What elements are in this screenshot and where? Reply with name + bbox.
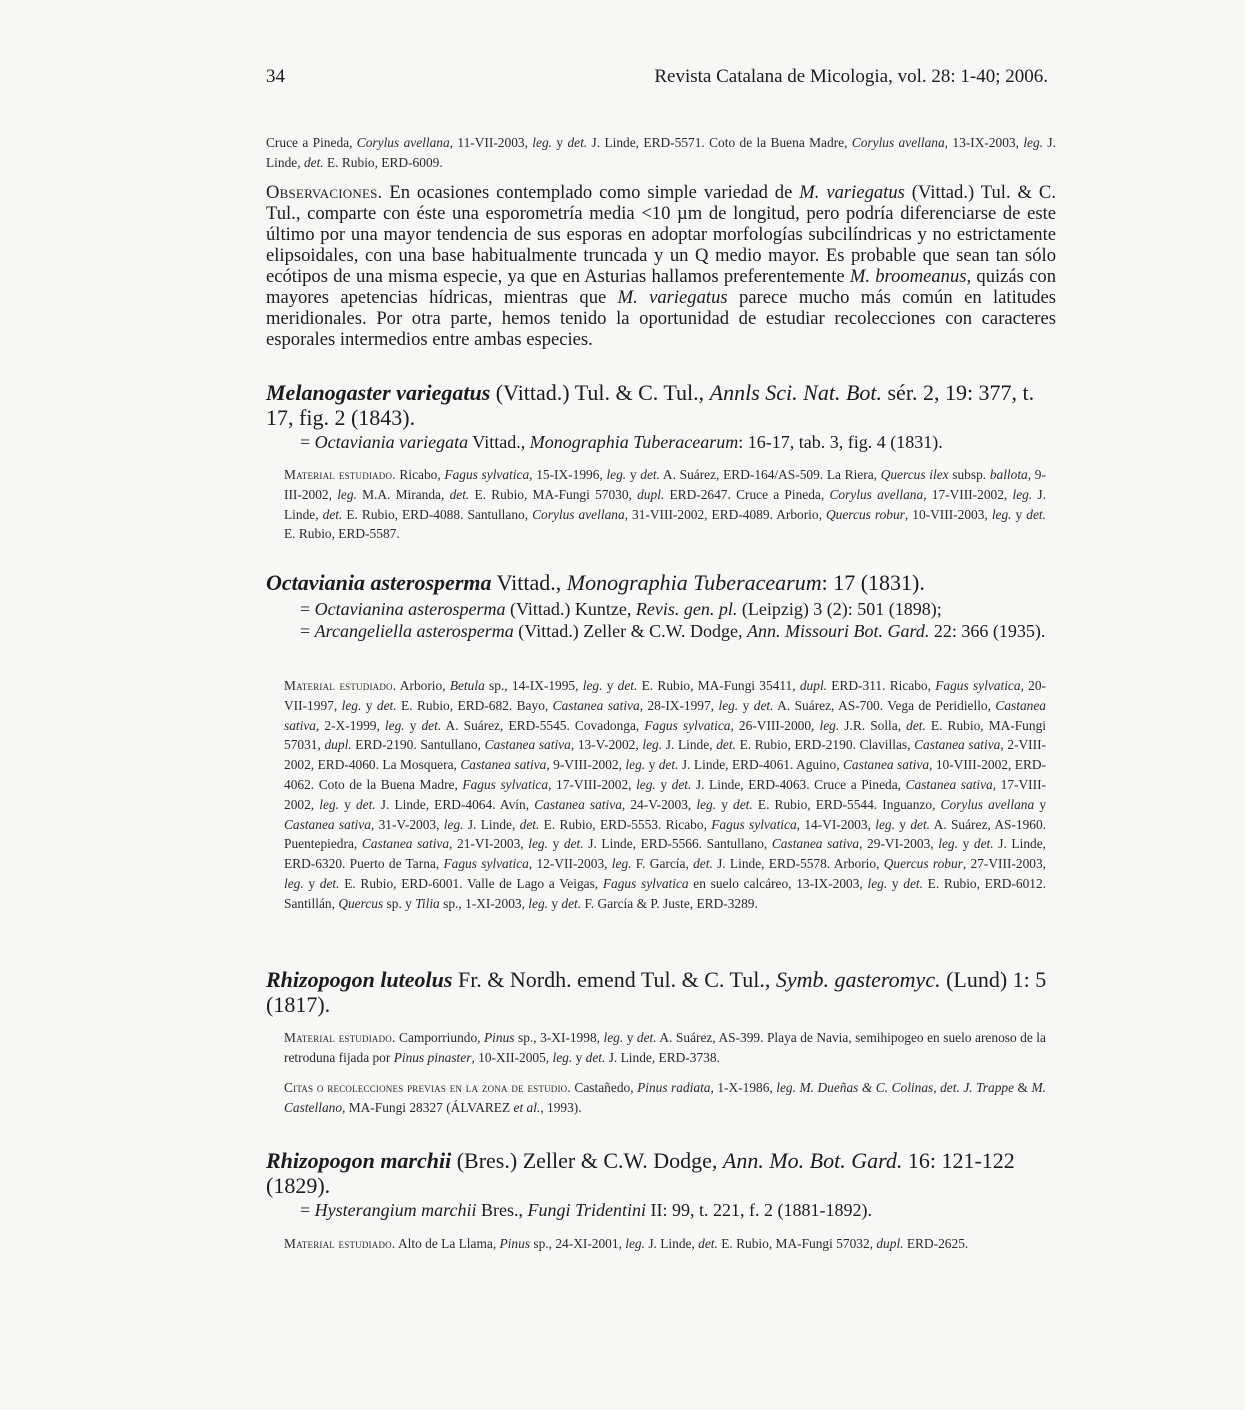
material-studied-octaviania: Material estudiado. Arborio, Betula sp., 14-IX-1995, leg. y det. E. Rubio, MA-Fungi 35411, dupl. ERD-311. Ricabo, Fagus sylvatica, 20-VII-1997, leg. y det. E. Rubio, ERD-682. Bayo, Castanea sativa, 28-IX-1997, leg. y det. A. Suárez, AS-700. Vega de Peridiello, Castanea sativa, 2-X-1999, leg. y det. A. Suárez, ERD-5545. Covadonga, Fagus sylvatica, 26-VIII-2000, leg. J.R. Solla, det. E. Rubio, MA-Fungi 57031, dupl. ERD-2190. Santullano, Castanea sativa, 13-V-2002, leg. J. Linde, det. E. Rubio, ERD-2190. Clavillas, Castanea sativa, 2-VIII-2002, ERD-4060. La Mosquera, Castanea sativa, 9-VIII-2002, leg. y det. J. Linde, ERD-4061. Aguino, Castanea sativa, 10-VIII-2002, ERD-4062. Coto de la Buena Madre, Fagus sylvatica, 17-VIII-2002, leg. y det. J. Linde, ERD-4063. Cruce a Pineda, Castanea sativa, 17-VIII-2002, leg. y det. J. Linde, ERD-4064. Avín, Castanea sativa, 24-V-2003, leg. y det. E. Rubio, ERD-5544. Inguanzo, Corylus avellana y Castanea sativa, 31-V-2003, leg. J. Linde, det. E. Rubio, ERD-5553. Ricabo, Fagus sylvatica, 14-VI-2003, leg. y det. A. Suárez, AS-1960. Puentepiedra, Castanea sativa, 21-VI-2003, leg. y det. J. Linde, ERD-5566. Santullano, Castanea sativa, 29-VI-2003, leg. y det. J. Linde, ERD-6320. Puerto de Tarna, Fagus sylvatica, 12-VII-2003, leg. F. García, det. J. Linde, ERD-5578. Arborio, Quercus robur, 27-VIII-2003, leg. y det. E. Rubio, ERD-6001. Valle de Lago a Veigas, Fagus sylvatica en suelo calcáreo, 13-IX-2003, leg. y det. E. Rubio, ERD-6012. Santillán, Quercus sp. y Tilia sp., 1-XI-2003, leg. y det. F. García & P. Juste, ERD-3289. xyxy=(284,678,1047,911)
synonym-octavianina: = Octavianina asterosperma (Vittad.) Kuntze, Revis. gen. pl. (Leipzig) 3 (2): 501 (1898); xyxy=(300,599,942,619)
material-studied-rhizopogon-marchii: Material estudiado. Alto de La Llama, Pinus sp., 24-XI-2001, leg. J. Linde, det. E. Rubio, MA-Fungi 57032, dupl. ERD-2625. xyxy=(284,1236,969,1251)
synonym-octaviania-variegata: = Octaviania variegata Vittad., Monographia Tuberacearum: 16-17, tab. 3, fig. 4 (1831). xyxy=(300,432,943,452)
synonym-arcangeliella: = Arcangeliella asterosperma (Vittad.) Zeller & C.W. Dodge, Ann. Missouri Bot. Gard. 22: 366 (1935). xyxy=(300,621,1046,641)
journal-citation: Revista Catalana de Micologia, vol. 28: 1-40; 2006. xyxy=(654,66,1048,87)
synonym-list-octaviania xyxy=(300,598,1064,642)
previous-citations-rhizopogon-luteolus: Citas o recolecciones previas en la zona de estudio. Castañedo, Pinus radiata, 1-X-1986, leg. M. Dueñas & C. Colinas, det. J. Trappe & M. Castellano, MA-Fungi 28327 (ÁLVAREZ et al., 1993). xyxy=(284,1080,1046,1115)
observations-label: Observaciones. xyxy=(266,182,383,203)
material-studied-rhizopogon-luteolus: Material estudiado. Camporriundo, Pinus sp., 3-XI-1998, leg. y det. A. Suárez, AS-399. Playa de Navia, semihipogeo en suelo arenoso de la retroduna fijada por Pinus pinaster, 10-XII-2005, leg. y det. J. Linde, ERD-3738. xyxy=(284,1030,1046,1065)
species-heading-melanogaster: Melanogaster variegatus (Vittad.) Tul. & C. Tul., Annls Sci. Nat. Bot. sér. 2, 19: 377, t. 17, fig. 2 (1843). xyxy=(266,380,1035,430)
species-heading-rhizopogon-marchii: Rhizopogon marchii (Bres.) Zeller & C.W. Dodge, Ann. Mo. Bot. Gard. 16: 121-122 (1829). xyxy=(266,1148,1015,1198)
observations-paragraph: Observaciones. En ocasiones contemplado como simple variedad de M. variegatus (Vittad.) Tul. & C. Tul., comparte con éste una esporometría media <10 µm de longitud, pero podría diferenciarse de este último por una mayor tendencia de sus esporas en adoptar morfologías subcilíndricas y no estrictamente elipsoidales, con una base habitualmente truncada y un Q medio mayor. Es probable que sean tan sólo ecótipos de una misma especie, ya que en Asturias hallamos preferentemente M. broomeanus, quizás con mayores apetencias hídricas, mientras que M. variegatus parece mucho más común en latitudes meridionales. Por otra parte, hemos tenido la oportunidad de estudiar recolecciones con caracteres esporales intermedios entre ambas especies. xyxy=(266,182,1057,350)
running-header xyxy=(266,66,1048,96)
species-heading-octaviania: Octaviania asterosperma Vittad., Monographia Tuberacearum: 17 (1831). xyxy=(266,570,925,595)
page-number: 34 xyxy=(266,66,285,87)
material-studied-melanogaster: Material estudiado. Ricabo, Fagus sylvatica, 15-IX-1996, leg. y det. A. Suárez, ERD-164/AS-509. La Riera, Quercus ilex subsp. ballota, 9-III-2002, leg. M.A. Miranda, det. E. Rubio, MA-Fungi 57030, dupl. ERD-2647. Cruce a Pineda, Corylus avellana, 17-VIII-2002, leg. J. Linde, det. E. Rubio, ERD-4088. Santullano, Corylus avellana, 31-VIII-2002, ERD-4089. Arborio, Quercus robur, 10-VIII-2003, leg. y det. E. Rubio, ERD-5587. xyxy=(284,467,1047,542)
species-heading-rhizopogon-luteolus: Rhizopogon luteolus Fr. & Nordh. emend Tul. & C. Tul., Symb. gasteromyc. (Lund) 1: 5 (1817). xyxy=(266,967,1047,1017)
synonym-hysterangium-marchii: = Hysterangium marchii Bres., Fungi Tridentini II: 99, t. 221, f. 2 (1881-1892). xyxy=(300,1200,872,1220)
previous-records-paragraph: Cruce a Pineda, Corylus avellana, 11-VII-2003, leg. y det. J. Linde, ERD-5571. Coto de la Buena Madre, Corylus avellana, 13-IX-2003, leg. J. Linde, det. E. Rubio, ERD-6009. xyxy=(266,135,1056,170)
